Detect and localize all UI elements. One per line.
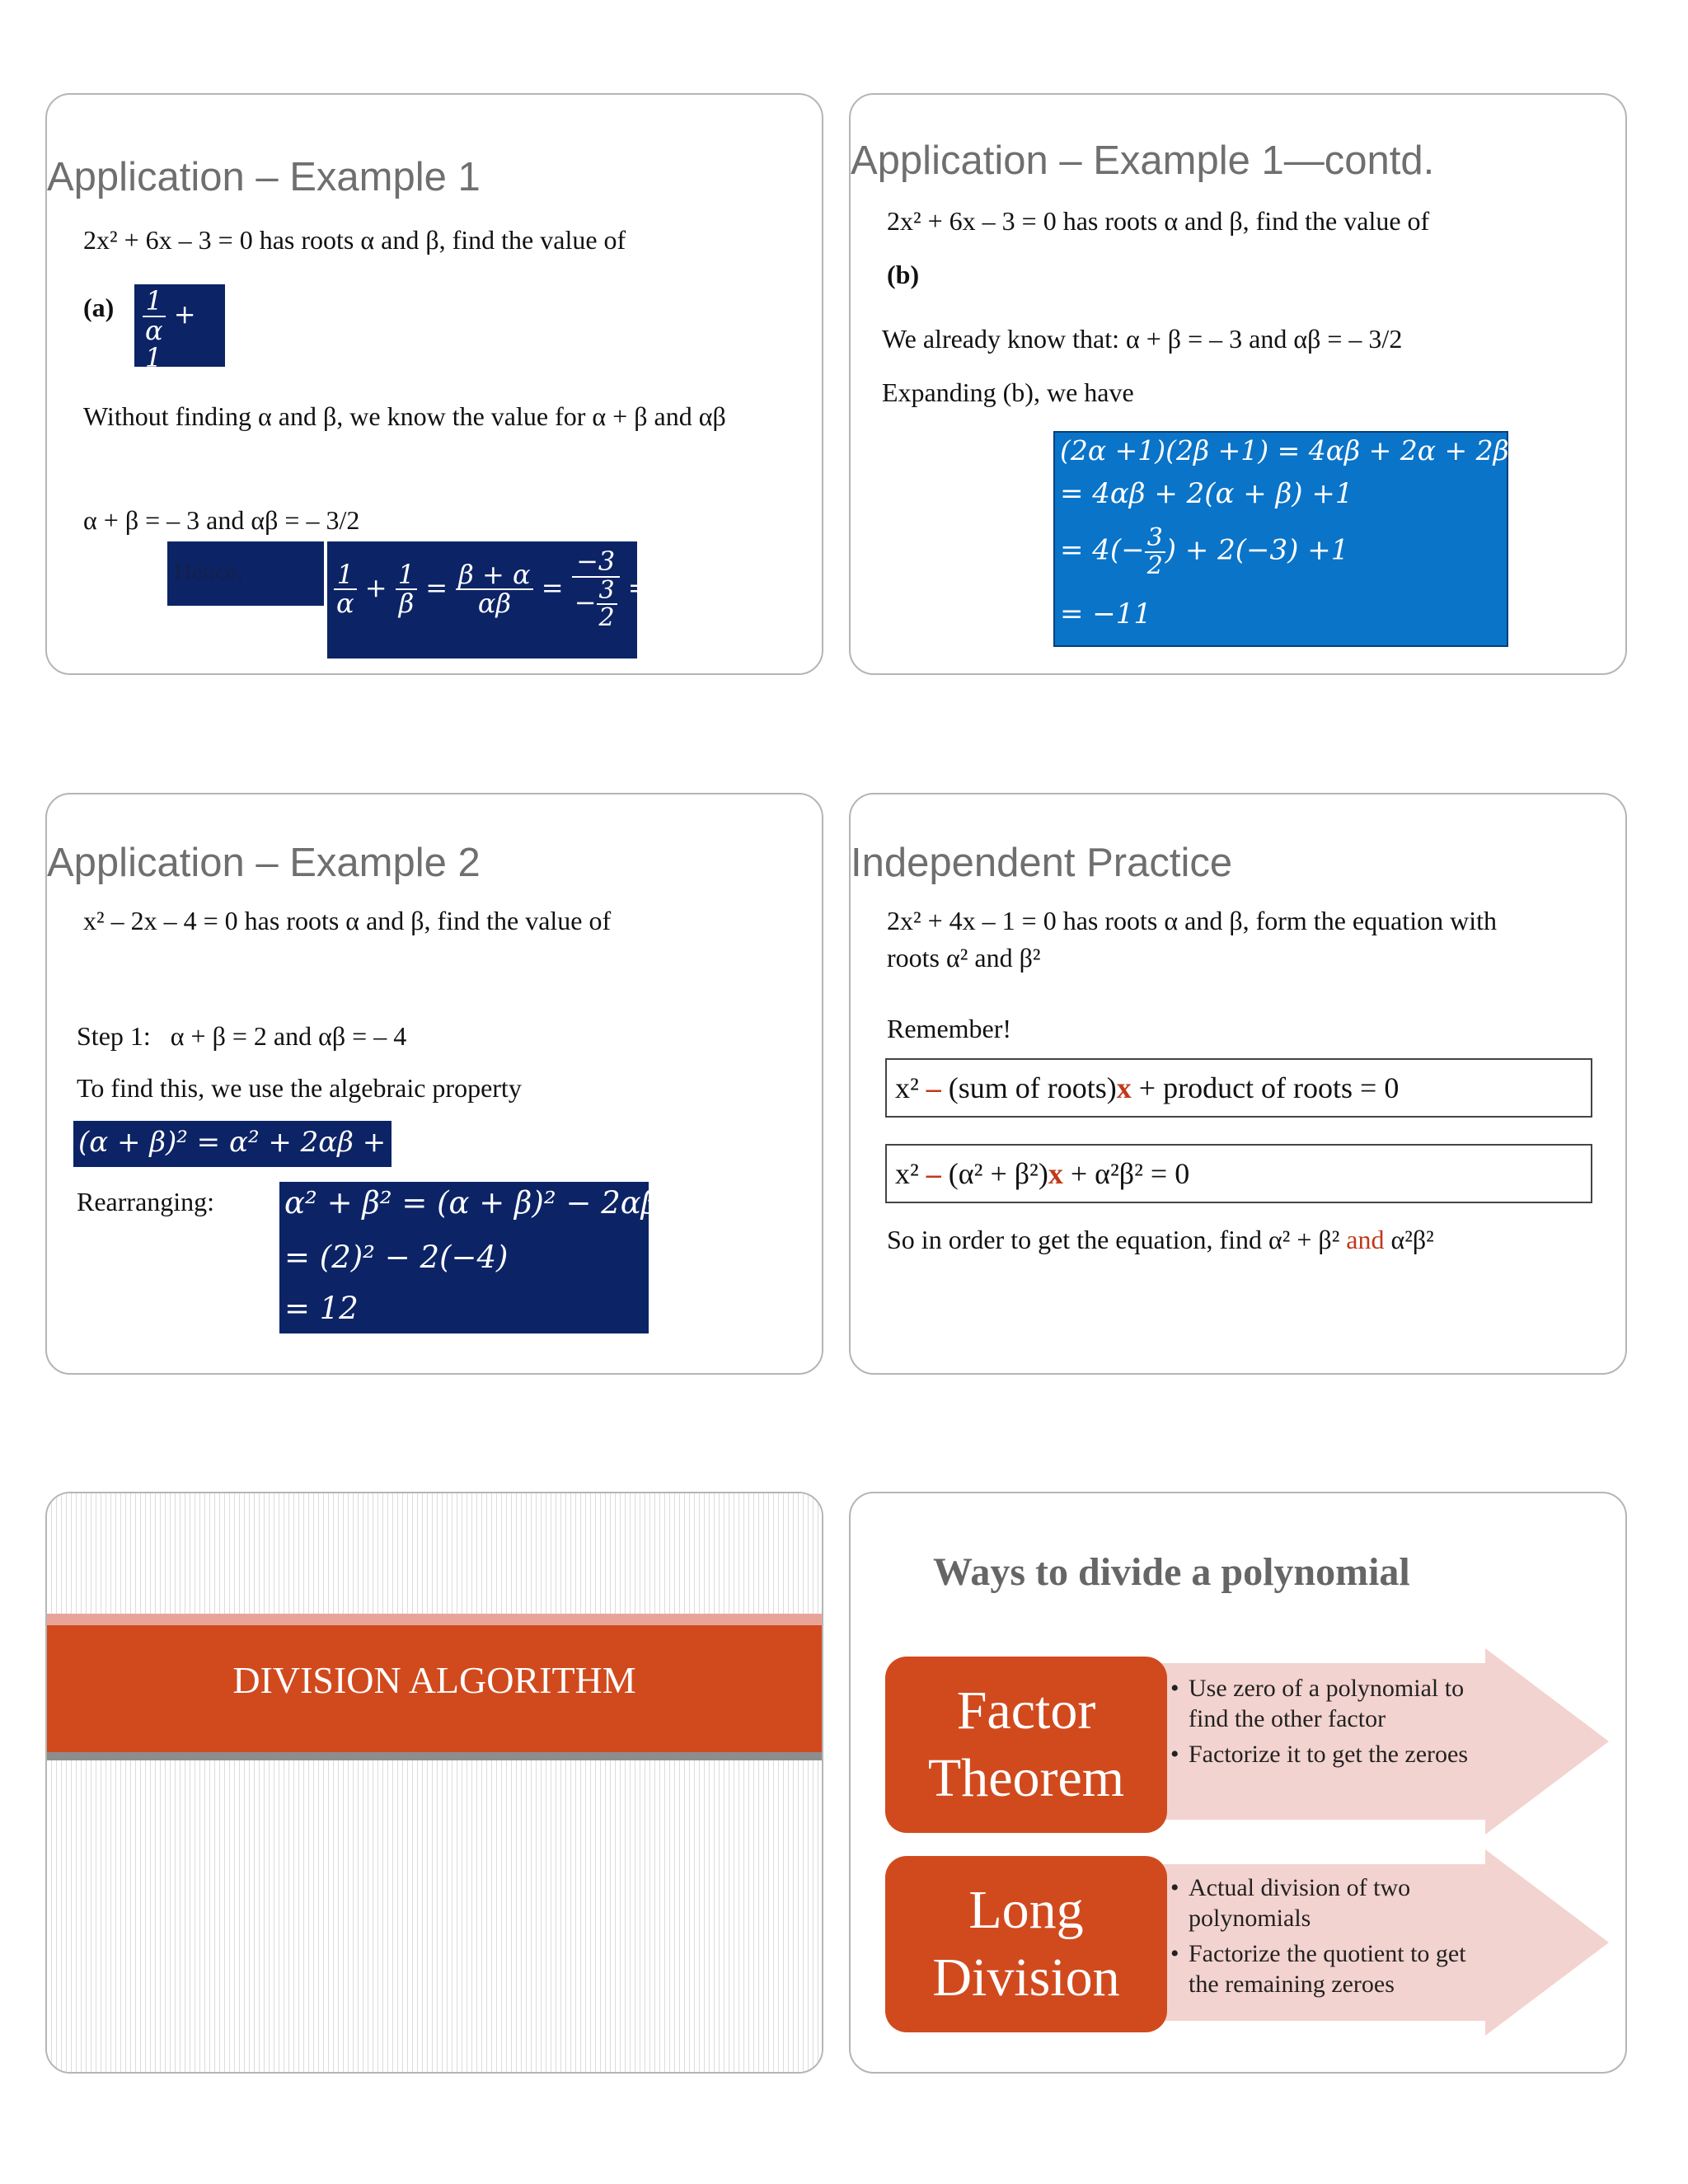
result: = 2 — [627, 571, 676, 603]
title-band — [47, 1625, 822, 1752]
x-squared: x² — [895, 1157, 926, 1190]
slide-application-example-1 — [45, 93, 823, 675]
part-b-label: (b) — [887, 260, 920, 289]
method-label-line-1: Factor — [956, 1680, 1096, 1741]
bullet-item — [1170, 1739, 1469, 1769]
denominator: β — [398, 588, 415, 620]
numerator: −3 — [572, 548, 620, 578]
expanding-text: Expanding (b), we have — [882, 377, 1134, 407]
rearranging-label: Rearranging: — [77, 1187, 215, 1216]
band-accent-top — [47, 1614, 822, 1625]
bullet-item — [1170, 1872, 1411, 1933]
work-line-1: α² + β² = (α + β)² − 2αβ — [284, 1185, 659, 1221]
slide-application-example-1-contd — [849, 93, 1627, 675]
conclusion-and: and — [1346, 1225, 1385, 1254]
minus-sign: – — [926, 1071, 941, 1104]
bullet-line: Use zero of a polynomial to — [1189, 1675, 1465, 1702]
work-line-1: (2α +1)(2β +1) = 4αβ + 2α + 2β +1 — [1060, 434, 1558, 466]
problem-statement-line-2: roots α² and β² — [887, 943, 1041, 972]
work-line-3-end: ) + 2(−3) +1 — [1165, 533, 1349, 567]
algebraic-identity — [73, 1121, 423, 1167]
hence-calculation — [327, 541, 676, 658]
rearranging-work — [279, 1182, 659, 1333]
slide-independent-practice — [849, 793, 1627, 1375]
equals-sign: = — [425, 571, 448, 603]
bullet-glyph: • — [1170, 1874, 1179, 1901]
numerator: 1 — [143, 344, 164, 374]
bullet-item — [1170, 1673, 1465, 1734]
work-line-4: = −11 — [1060, 598, 1152, 630]
explanation-text: Without finding α and β, we know the value for α + β and αβ — [83, 401, 726, 431]
slide-application-example-2 — [45, 793, 823, 1375]
conclusion-text — [887, 1225, 1434, 1255]
denominator: 2 — [1146, 551, 1163, 580]
known-values: α + β = – 3 and αβ = – 3/2 — [83, 505, 360, 535]
minus-sign: − — [574, 586, 597, 618]
expression-reciprocal-sum — [134, 284, 225, 403]
denominator: α — [336, 588, 354, 620]
work-line-2: = (2)² − 2(−4) — [284, 1240, 509, 1275]
bullet-glyph: • — [1170, 1741, 1179, 1768]
part-a-label: (a) — [83, 293, 115, 322]
slide-title: Application – Example 1—contd. — [851, 138, 1435, 183]
x-variable: x — [1116, 1071, 1132, 1104]
formula-box-general — [885, 1058, 1592, 1118]
product-term: + α²β² = 0 — [1062, 1157, 1190, 1190]
step-label: Step 1: — [77, 1021, 151, 1051]
bullet-line: the remaining zeroes — [1189, 1971, 1395, 1998]
equals-sign: = — [541, 571, 564, 603]
denominator: α — [145, 314, 163, 346]
step-1 — [77, 1021, 406, 1052]
bullet-line: Factorize it to get the zeroes — [1189, 1741, 1469, 1768]
hence-label: Hence, — [174, 558, 244, 585]
slide-division-algorithm — [45, 1492, 823, 2074]
work-line-3: = 12 — [284, 1291, 359, 1326]
formula-box-specific — [885, 1144, 1592, 1203]
problem-statement: 2x² + 6x – 3 = 0 has roots α and β, find the value of — [83, 225, 626, 255]
bullet-item — [1170, 1938, 1466, 1999]
expansion-work — [1053, 431, 1558, 647]
x-variable: x — [1048, 1157, 1063, 1190]
bullet-line: Factorize the quotient to get — [1189, 1940, 1466, 1967]
work-line-3 — [1060, 525, 1348, 579]
problem-statement: 2x² + 6x – 3 = 0 has roots α and β, find the value of — [887, 206, 1430, 236]
band-accent-bottom — [47, 1752, 822, 1760]
plus-sign: + — [173, 298, 196, 330]
method-label-line-1: Long — [968, 1880, 1084, 1940]
identity-text: (α + β)² = α² + 2αβ + β² — [78, 1126, 423, 1159]
sum-of-squares: (α² + β²) — [940, 1157, 1048, 1190]
numerator: 3 — [1145, 525, 1165, 553]
minus-sign: – — [926, 1157, 941, 1190]
numerator: β + α — [456, 561, 532, 591]
denominator: αβ — [477, 588, 511, 620]
slide-title: Application – Example 1 — [47, 155, 481, 199]
x-squared: x² — [895, 1071, 926, 1104]
bullet-glyph: • — [1170, 1675, 1179, 1702]
striped-background — [47, 1493, 822, 2072]
slide-title: Application – Example 2 — [47, 841, 481, 885]
method-box-factor-theorem — [885, 1657, 1167, 1833]
property-text: To find this, we use the algebraic property — [77, 1073, 522, 1103]
problem-statement-line-1: 2x² + 4x – 1 = 0 has roots α and β, form the equation with — [887, 906, 1497, 935]
slide-title: DIVISION ALGORITHM — [232, 1659, 636, 1701]
remember-label: Remember! — [887, 1014, 1012, 1043]
hence-box — [167, 541, 324, 606]
bullet-line: polynomials — [1189, 1905, 1311, 1932]
method-box-long-division — [885, 1856, 1167, 2032]
numerator: 1 — [396, 561, 417, 591]
method-label-line-2: Division — [932, 1947, 1120, 2008]
denominator: β — [145, 371, 162, 403]
denominator-fraction — [572, 575, 620, 633]
numerator: 1 — [334, 561, 357, 591]
numerator: 1 — [143, 288, 166, 317]
slide-title: Ways to divide a polynomial — [933, 1550, 1410, 1594]
work-line-3-start: = 4(− — [1060, 533, 1145, 567]
method-label-line-2: Theorem — [927, 1748, 1125, 1808]
product-term: + product of roots = 0 — [1131, 1071, 1400, 1104]
sum-of-roots: (sum of roots) — [940, 1071, 1117, 1104]
conclusion-end: α²β² — [1384, 1225, 1434, 1254]
known-values: We already know that: α + β = – 3 and αβ = – 3/2 — [882, 324, 1403, 354]
bullet-line: find the other factor — [1189, 1705, 1386, 1732]
conclusion-start: So in order to get the equation, find α² + β² — [887, 1225, 1347, 1254]
slide-ways-to-divide — [849, 1492, 1627, 2074]
bullet-glyph: • — [1170, 1940, 1179, 1967]
numerator: 3 — [597, 578, 617, 606]
step-expression: α + β = 2 and αβ = – 4 — [170, 1021, 407, 1051]
plus-sign: + — [364, 571, 387, 603]
denominator: 2 — [598, 603, 615, 633]
slide-title: Independent Practice — [851, 841, 1233, 885]
bullet-line: Actual division of two — [1189, 1874, 1411, 1901]
work-line-2: = 4αβ + 2(α + β) +1 — [1060, 477, 1353, 510]
problem-statement: x² – 2x – 4 = 0 has roots α and β, find the value of — [83, 906, 612, 935]
